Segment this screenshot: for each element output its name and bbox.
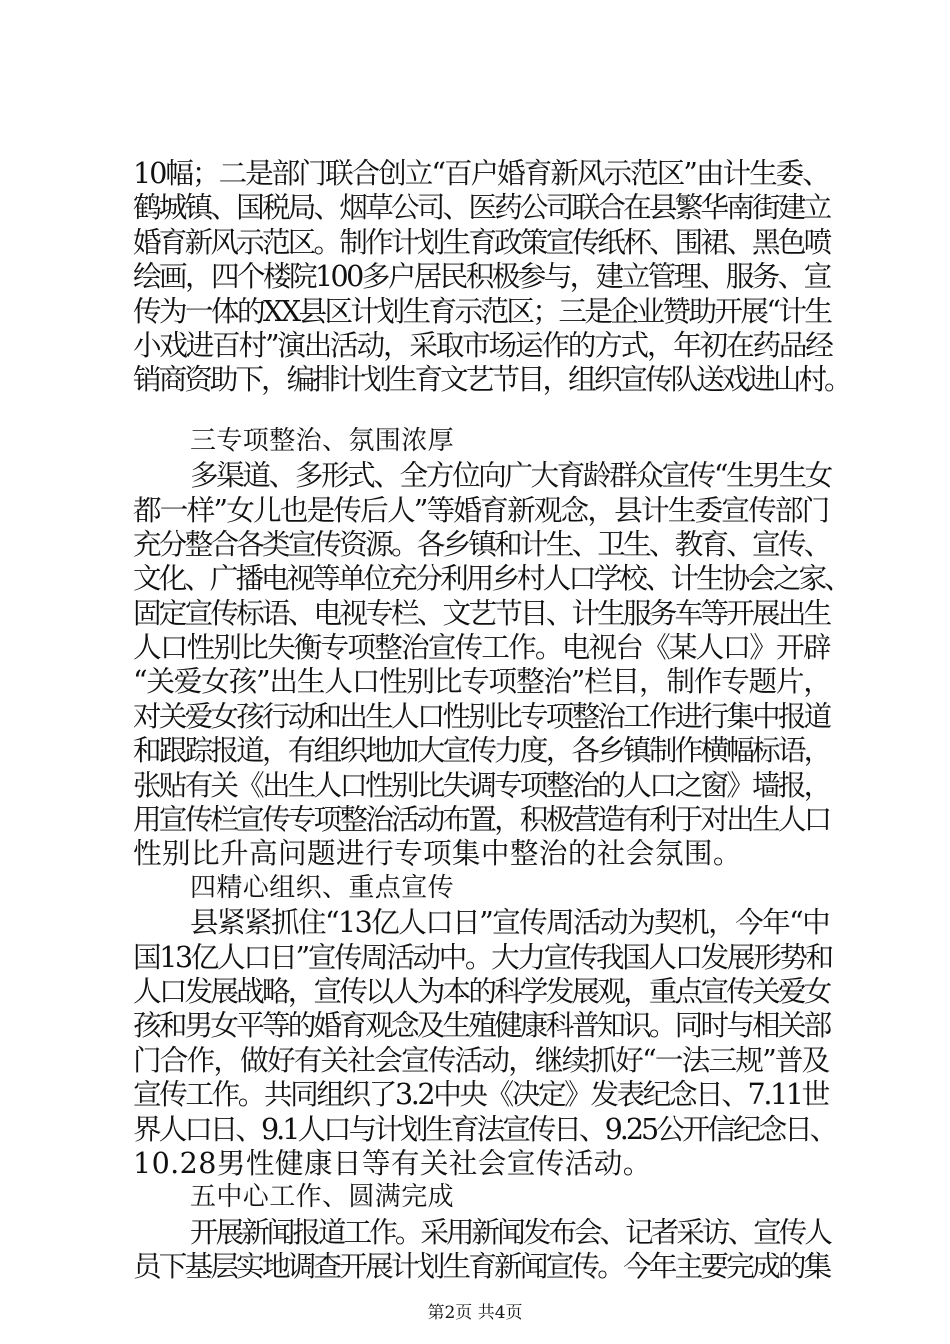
page-number-footer: 第2页 共4页 [427,1303,523,1323]
text-line: 10.28男性健康日等有关社会宣传活动。 [133,1145,652,1180]
text-line: 10幅；二是部门联合创立“百户婚育新风示范区”由计生委、 [133,156,829,190]
text-line: 销商资助下，编排计划生育文艺节目，组织宣传队送戏进山村。 [133,362,850,397]
text-line: 用宣传栏宣传专项整治活动布置，积极营造有利于对出生人口 [133,802,830,837]
text-line: 性别比升高问题进行专项集中整治的社会氛围。 [133,836,742,871]
section-heading: 四精心组织、重点宣传 [190,872,455,903]
text-line: 张贴有关《出生人口性别比失调专项整治的人口之窗》墙报， [133,767,830,802]
text-line: 小戏进百村”演出活动，采取市场运作的方式，年初在药品经 [133,327,832,362]
text-line: 婚育新风示范区。制作计划生育政策宣传纸杯、围裙、黑色喷 [133,224,830,259]
text-line: 鹤城镇、国税局、烟草公司、医药公司联合在县繁华南街建立 [133,190,830,225]
text-line: 对关爱女孩行动和出生人口性别比专项整治工作进行集中报道 [133,698,830,733]
text-line: 国13亿人口日”宣传周活动中。大力宣传我国人口发展形势和 [133,939,832,974]
section-4 [133,871,836,1181]
text-line: 人口发展战略，宣传以人为本的科学发展观，重点宣传关爱女 [133,973,830,1008]
text-line: 开展新闻报道工作。采用新闻发布会、记者采访、宣传人 [190,1214,830,1249]
text-line: 文化、广播电视等单位充分利用乡村人口学校、计生协会之家、 [133,561,850,596]
text-line: 和跟踪报道，有组织地加大宣传力度，各乡镇制作横幅标语， [133,733,830,768]
text-line: 多渠道、多形式、全方位向广大育龄群众宣传“生男生女 [190,458,831,493]
text-line: 都一样”女儿也是传后人”等婚育新观念，县计生委宣传部门 [133,492,829,527]
paragraph-gap [133,397,833,424]
text-line: 县紧紧抓住“13亿人口日”宣传周活动为契机，今年“中 [190,905,830,940]
text-line: 门合作，做好有关社会宣传活动，继续抓好“一法三规”普及 [133,1042,829,1077]
text-line: 宣传工作。共同组织了3.2中央《决定》发表纪念日、7.11世 [133,1077,828,1112]
intro-paragraph [133,156,850,397]
text-line: 传为一体的XX县区计划生育示范区；三是企业赞助开展“计生 [133,293,831,328]
text-line: 绘画，四个楼院100多户居民积极参与，建立管理、服务、宣 [133,259,830,294]
text-line: 固定宣传标语、电视专栏、文艺节目、计生服务车等开展出生 [133,595,830,630]
text-line: “关爱女孩”出生人口性别比专项整治”栏目，制作专题片， [133,664,831,699]
section-heading: 五中心工作、圆满完成 [190,1182,455,1213]
section-3 [133,424,850,871]
section-heading: 三专项整治、氛围浓厚 [190,425,455,456]
text-line: 人口性别比失衡专项整治宣传工作。电视台《某人口》开辟 [133,630,830,665]
text-line: 界人口日、9.1人口与计划生育法宣传日、9.25公开信纪念日、 [133,1111,836,1146]
text-line: 员下基层实地调查开展计划生育新闻宣传。今年主要完成的集 [133,1249,830,1284]
document-body [133,156,850,1284]
text-line: 充分整合各类宣传资源。各乡镇和计生、卫生、教育、宣传、 [133,526,830,561]
text-line: 孩和男女平等的婚育观念及生殖健康科普知识。同时与相关部 [133,1008,830,1043]
section-5 [133,1180,833,1283]
